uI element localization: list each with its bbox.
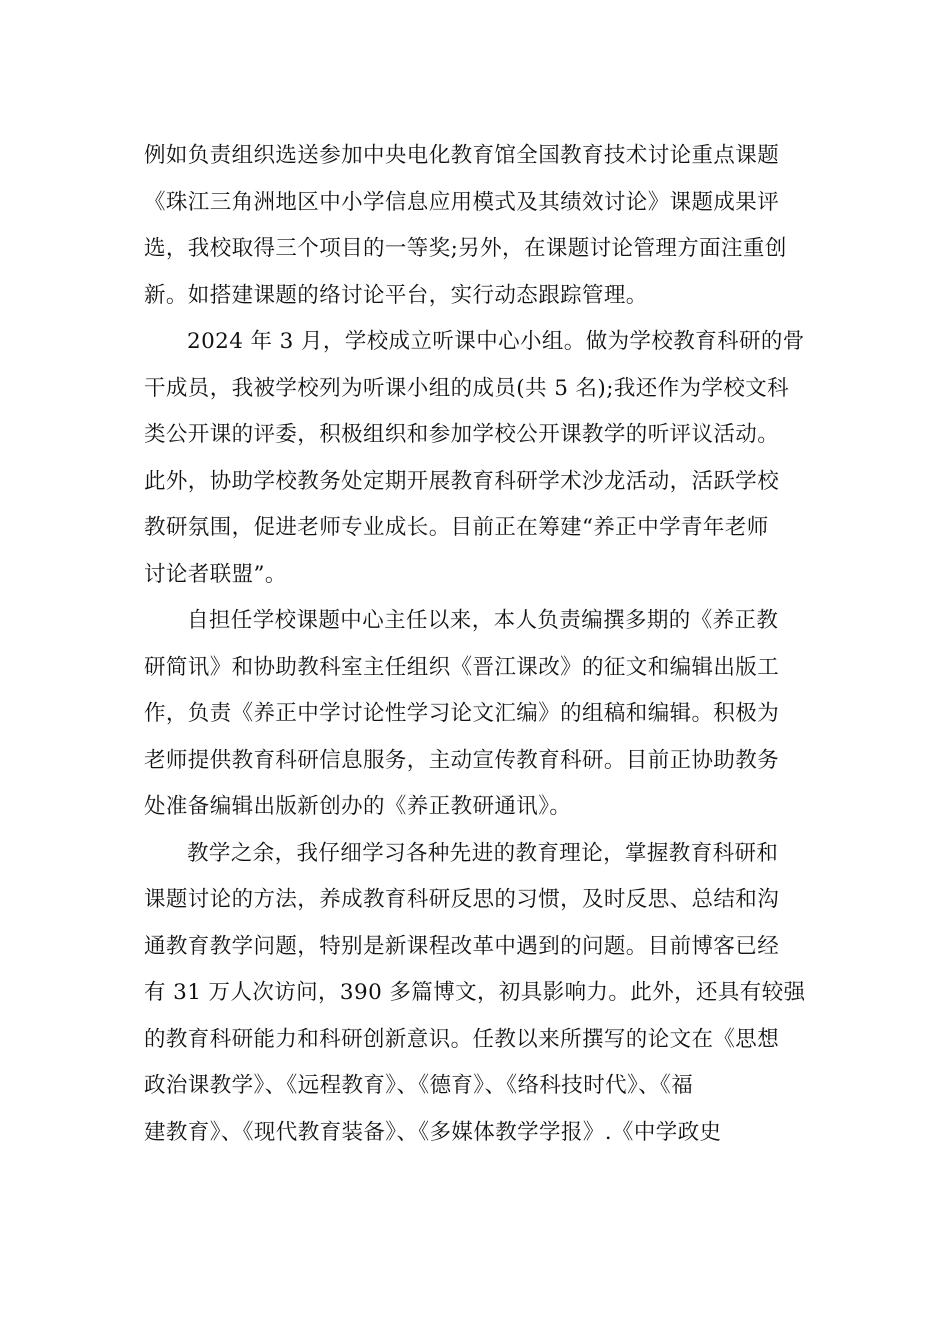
- text-line: 干成员，我被学校列为听课小组的成员(共 5 名);我还作为学校文科: [144, 375, 790, 401]
- text-line: 2024 年 3 月，学校成立听课中心小组。做为学校教育科研的骨: [187, 329, 805, 354]
- text-line: 《珠江三角洲地区中小学信息应用模式及其绩效讨论》课题成果评: [144, 189, 780, 215]
- text-line: 老师提供教育科研信息服务，主动宣传教育科研。目前正协助教务: [144, 747, 780, 773]
- text-line: 有 31 万人次访问，390 多篇博文，初具影响力。此外，还具有较强: [144, 980, 806, 1005]
- text-line: 作，负责《养正中学讨论性学习论文汇编》的组稿和编辑。积极为: [144, 701, 780, 726]
- text-line: 此外，协助学校教务处定期开展教育科研学术沙龙活动，活跃学校: [144, 468, 780, 494]
- text-line: 例如负责组织选送参加中央电化教育馆全国教育技术讨论重点课题: [144, 143, 780, 168]
- text-line: 自担任学校课题中心主任以来，本人负责编撰多期的《养正教: [187, 608, 779, 633]
- text-line: 课题讨论的方法，养成教育科研反思的习惯，及时反思、总结和沟: [144, 887, 780, 912]
- text-line: 教学之余，我仔细学习各种先进的教育理论，掌握教育科研和: [187, 840, 779, 866]
- text-line: 选，我校取得三个项目的一等奖;另外，在课题讨论管理方面注重创: [144, 236, 787, 261]
- text-line: 讨论者联盟”。: [144, 561, 287, 587]
- paragraph: [144, 319, 808, 598]
- text-line: 研简讯》和协助教科室主任组织《晋江课改》的征文和编辑出版工: [144, 654, 780, 680]
- text-line: 通教育教学问题，特别是新课程改革中遇到的问题。目前博客已经: [144, 933, 780, 959]
- paragraph: [144, 133, 808, 319]
- document-body: [144, 133, 808, 1156]
- text-line: 教研氛围，促进老师专业成长。目前正在筹建“养正中学青年老师: [144, 515, 769, 540]
- text-line: 新。如搭建课题的络讨论平台，实行动态跟踪管理。: [144, 282, 648, 308]
- paragraph: [144, 831, 808, 1157]
- text-line: 类公开课的评委，积极组织和参加学校公开课教学的听评议活动。: [144, 422, 780, 447]
- text-line: 政治课教学》、《远程教育》、《德育》、《络科技时代》、《福: [144, 1073, 694, 1098]
- text-line: 处准备编辑出版新创办的《养正教研通讯》。: [144, 794, 572, 819]
- text-line: 建教育》、《现代教育装备》、《多媒体教学学报》.《中学政史: [144, 1119, 722, 1145]
- text-line: 的教育科研能力和科研创新意识。任教以来所撰写的论文在《思想: [144, 1026, 780, 1052]
- paragraph: [144, 598, 808, 831]
